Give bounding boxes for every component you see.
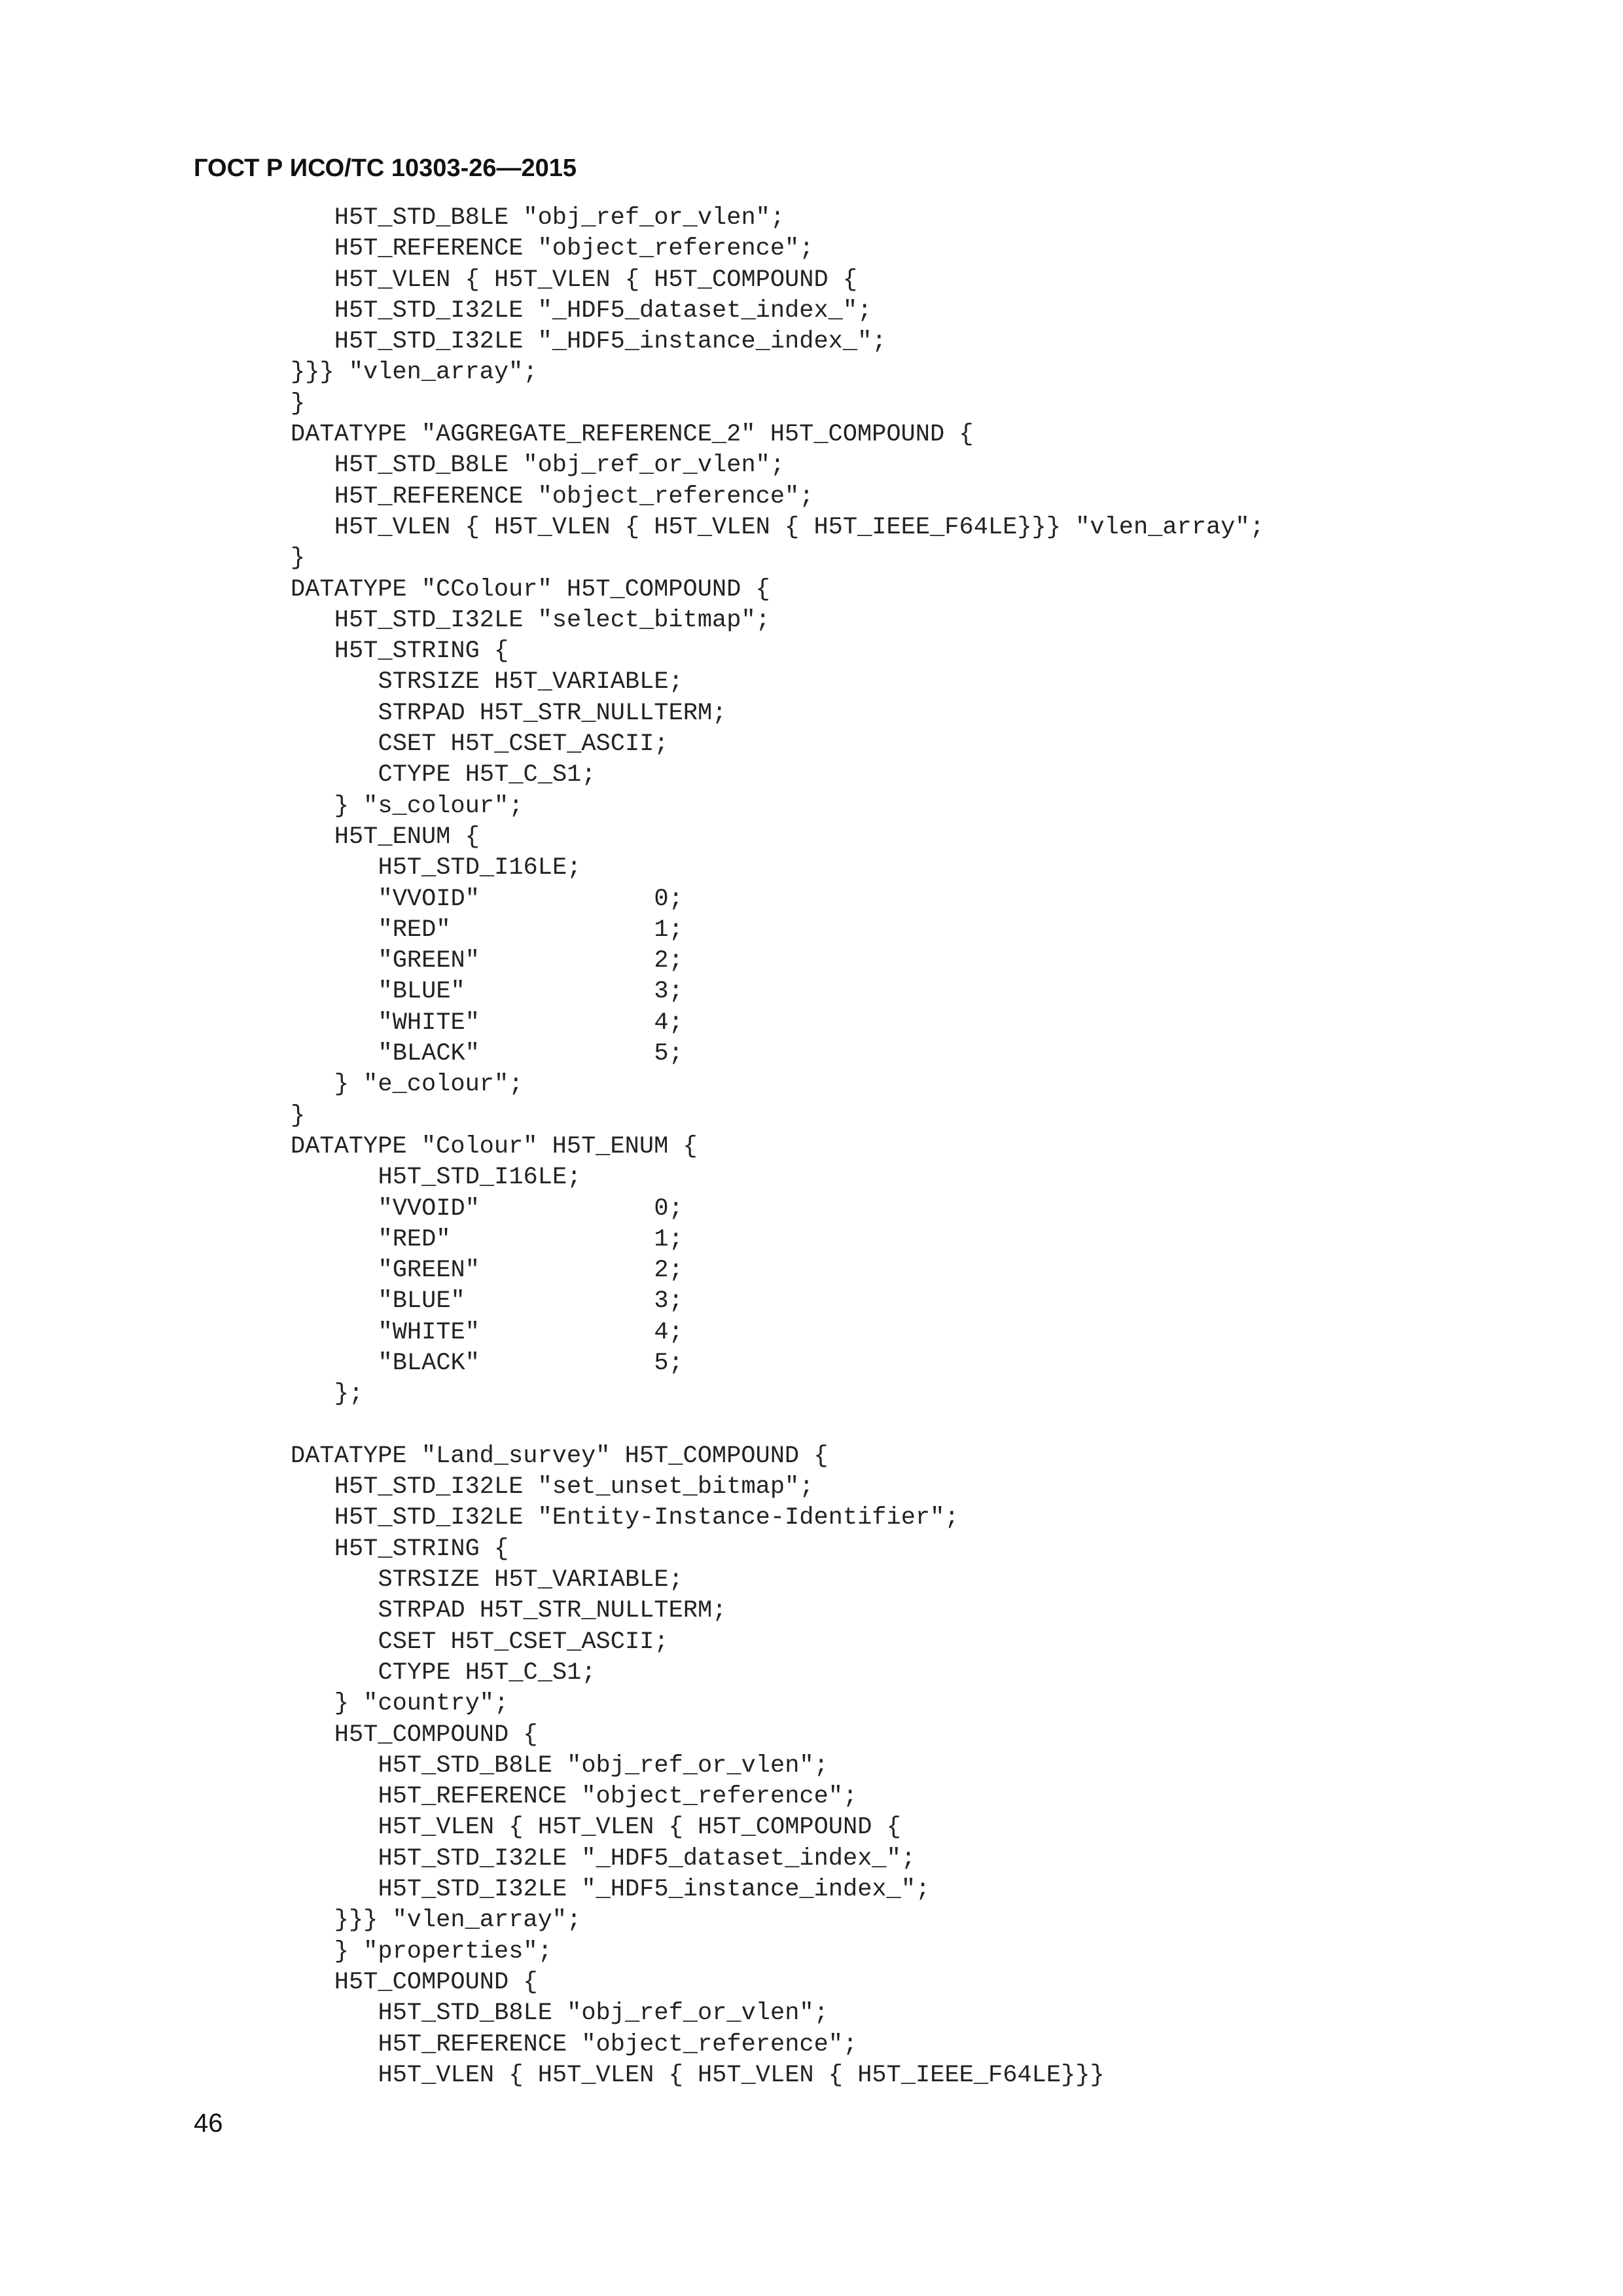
code-line: H5T_VLEN { H5T_VLEN { H5T_COMPOUND {: [378, 1814, 901, 1842]
code-line: H5T_STD_B8LE "obj_ref_or_vlen";: [378, 2000, 829, 2028]
code-line: }}} "vlen_array";: [334, 1907, 582, 1935]
code-line: "WHITE" 4;: [378, 1009, 683, 1037]
code-line: H5T_STRING {: [334, 637, 509, 666]
code-line: DATATYPE "AGGREGATE_REFERENCE_2" H5T_COMPOUND {: [291, 421, 974, 449]
code-line: "RED" 1;: [378, 1225, 683, 1253]
code-line: } "country";: [334, 1690, 509, 1718]
code-line: H5T_STD_I32LE "_HDF5_instance_index_";: [334, 328, 887, 356]
code-line: H5T_COMPOUND {: [334, 1721, 538, 1749]
code-line: STRSIZE H5T_VARIABLE;: [378, 668, 683, 696]
code-line: "GREEN" 2;: [378, 1257, 683, 1285]
code-line: H5T_STD_I32LE "_HDF5_dataset_index_";: [378, 1844, 916, 1873]
code-line: CSET H5T_CSET_ASCII;: [378, 730, 669, 759]
code-line: H5T_STD_I16LE;: [378, 1164, 582, 1192]
code-line: DATATYPE "Land_survey" H5T_COMPOUND {: [291, 1442, 829, 1470]
code-line: H5T_REFERENCE "object_reference";: [378, 2030, 858, 2058]
code-line: } "e_colour";: [334, 1071, 524, 1099]
code-line: "RED" 1;: [378, 916, 683, 944]
code-line: H5T_VLEN { H5T_VLEN { H5T_COMPOUND {: [334, 266, 858, 294]
code-line: "BLACK" 5;: [378, 1040, 683, 1068]
code-line: H5T_STRING {: [334, 1535, 509, 1563]
code-line: H5T_STD_I32LE "_HDF5_dataset_index_";: [334, 296, 872, 325]
code-line: CTYPE H5T_C_S1;: [378, 761, 596, 789]
code-line: H5T_ENUM {: [334, 823, 480, 851]
code-line: H5T_STD_I32LE "set_unset_bitmap";: [334, 1473, 814, 1501]
document-header: ГОСТ Р ИСО/ТС 10303-26—2015: [194, 154, 577, 182]
code-line: }: [291, 389, 306, 418]
code-line: "GREEN" 2;: [378, 947, 683, 975]
code-line: H5T_VLEN { H5T_VLEN { H5T_VLEN { H5T_IEEE_F64LE}}} "vlen_array";: [334, 513, 1264, 541]
code-line: H5T_STD_B8LE "obj_ref_or_vlen";: [334, 204, 785, 232]
code-line: };: [334, 1380, 364, 1408]
code-line: [0, 1410, 1264, 1441]
code-line: H5T_STD_B8LE "obj_ref_or_vlen";: [334, 452, 785, 480]
code-line: H5T_REFERENCE "object_reference";: [334, 482, 814, 511]
code-line: "BLACK" 5;: [378, 1349, 683, 1377]
code-line: STRPAD H5T_STR_NULLTERM;: [378, 699, 727, 727]
code-line: "BLUE" 3;: [378, 978, 683, 1006]
code-line: }: [291, 545, 306, 573]
code-line: DATATYPE "Colour" H5T_ENUM {: [291, 1132, 698, 1160]
code-listing: [0, 203, 1264, 2091]
code-line: "VVOID" 0;: [378, 885, 683, 913]
code-line: "BLUE" 3;: [378, 1287, 683, 1316]
code-line: CTYPE H5T_C_S1;: [378, 1659, 596, 1687]
code-line: } "s_colour";: [334, 792, 524, 820]
code-line: } "properties";: [334, 1937, 552, 1965]
code-line: H5T_REFERENCE "object_reference";: [378, 1783, 858, 1811]
code-line: H5T_COMPOUND {: [334, 1968, 538, 1996]
code-line: H5T_STD_I32LE "_HDF5_instance_index_";: [378, 1876, 931, 1904]
code-line: H5T_REFERENCE "object_reference";: [334, 235, 814, 263]
code-line: }: [291, 1102, 306, 1130]
code-line: }}} "vlen_array";: [291, 359, 538, 387]
code-line: H5T_STD_I32LE "select_bitmap";: [334, 606, 770, 634]
page-number: 46: [194, 2109, 223, 2138]
code-line: H5T_STD_I32LE "Entity-Instance-Identifier";: [334, 1504, 959, 1532]
code-line: H5T_VLEN { H5T_VLEN { H5T_VLEN { H5T_IEEE_F64LE}}}: [378, 2061, 1105, 2089]
code-line: STRPAD H5T_STR_NULLTERM;: [378, 1597, 727, 1625]
code-line: DATATYPE "CColour" H5T_COMPOUND {: [291, 575, 770, 603]
code-line: "VVOID" 0;: [378, 1194, 683, 1223]
code-line: CSET H5T_CSET_ASCII;: [378, 1628, 669, 1656]
code-line: STRSIZE H5T_VARIABLE;: [378, 1566, 683, 1594]
code-line: "WHITE" 4;: [378, 1318, 683, 1346]
code-line: H5T_STD_B8LE "obj_ref_or_vlen";: [378, 1751, 829, 1780]
code-line: H5T_STD_I16LE;: [378, 854, 582, 882]
